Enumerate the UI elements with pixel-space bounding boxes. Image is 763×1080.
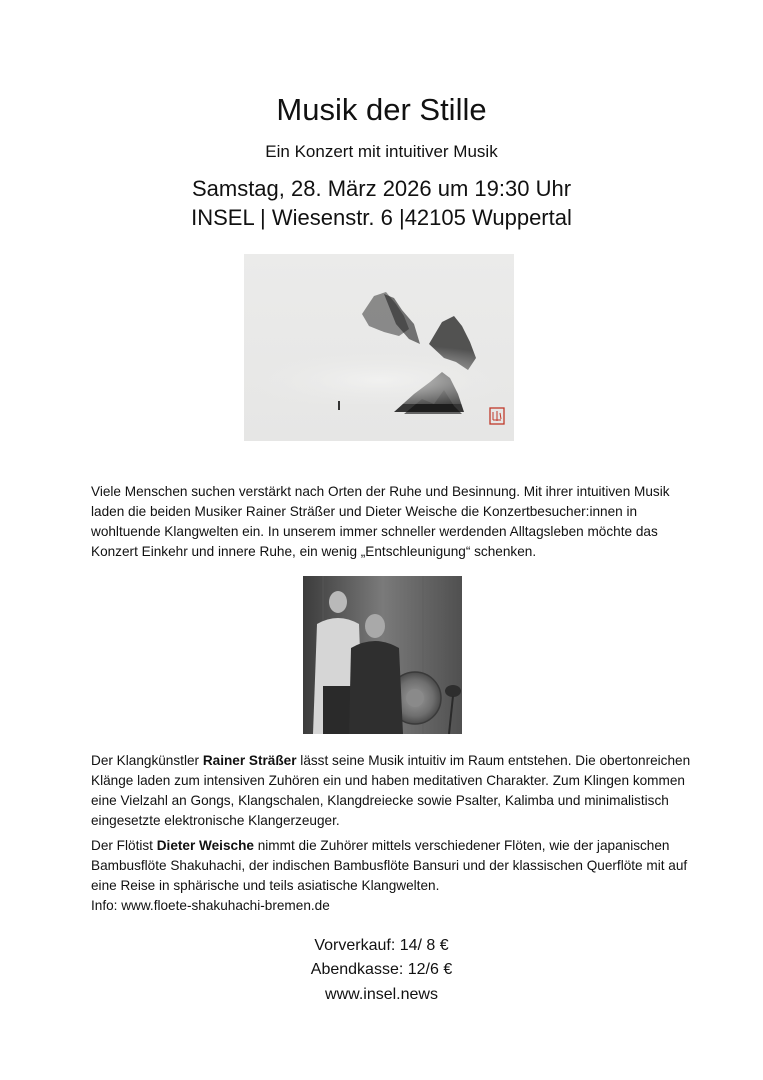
intro-paragraph: Viele Menschen suchen verstärkt nach Orten der Ruhe und Besinnung. Mit ihrer intuitiven Musik laden die beiden Musiker Rainer Sträßer und Dieter Weische die Konzertbesucher:innen in wohltuende Klangwelten ein. In unserem immer schneller werdenden Alltagsleben möchte das Konzert Einkehr und innere Ruhe, ein wenig „Entschleunigung“ schenken. — [91, 484, 670, 559]
page-title: Musik der Stille — [276, 92, 487, 127]
artist1-name: Rainer Sträßer — [202, 753, 297, 768]
website-link[interactable]: www.insel.news — [325, 986, 438, 1003]
presale-price: Vorverkauf: 14/ 8 € — [314, 937, 449, 954]
artist2-text: nimmt die Zuhörer mittels verschiedener Flöten, wie der japanischen Bambusflöte Shakuhachi, der indischen Bambusflöte Bansuri und der klassischen Querflöte mit auf eine Reise in sphärische und teils asiatische Klangwelten. — [91, 838, 688, 893]
event-date: Samstag, 28. März 2026 um 19:30 Uhr — [191, 176, 572, 201]
box-office-price: Abendkasse: 12/6 € — [310, 961, 453, 978]
event-venue: INSEL | Wiesenstr. 6 |42105 Wuppertal — [191, 205, 572, 230]
artist-paragraph-rainer — [91, 751, 691, 831]
musicians-photo — [303, 576, 462, 734]
seal-stamp — [490, 408, 504, 424]
artist-paragraph-dieter — [91, 836, 691, 896]
artist2-prefix: Der Flötist — [91, 838, 157, 853]
info-link[interactable]: Info: www.floete-shakuhachi-bremen.de — [91, 898, 330, 913]
subtitle: Ein Konzert mit intuitiver Musik — [265, 142, 498, 161]
mountain-ink-painting — [244, 254, 514, 441]
artist1-prefix: Der Klangkünstler — [91, 753, 203, 768]
artist2-name: Dieter Weische — [156, 838, 254, 853]
artist1-text: lässt seine Musik intuitiv im Raum entstehen. Die obertonreichen Klänge laden zum intensiven Zuhören ein und haben meditativen Charakter. Zum Klingen kommen eine Vielzahl an Gongs, Klangschalen, Klangdreiecke sowie Psalter, Kalimba und minimalistisch eingesetzte elektronische Klangerzeuger. — [91, 753, 691, 828]
